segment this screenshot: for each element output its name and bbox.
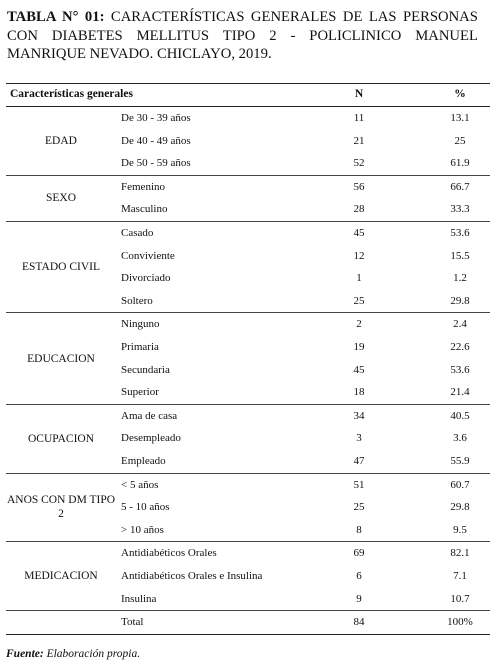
table-number: TABLA N° 01: (7, 8, 105, 25)
percent-cell: 2.4 (453, 318, 467, 331)
table-row (6, 152, 490, 175)
count-cell: 45 (353, 363, 365, 376)
subcategory-label: Femenino (121, 180, 165, 193)
table-row (6, 359, 490, 382)
subcategory-label: > 10 años (121, 523, 164, 536)
percent-cell: 7.1 (453, 569, 467, 582)
subcategory-label: Primaria (121, 340, 159, 353)
table-row (6, 381, 490, 404)
group-estado-civil (6, 222, 490, 313)
subcategory-label: 5 - 10 años (121, 501, 170, 514)
category-label: SEXO (45, 192, 77, 205)
count-cell: 12 (353, 249, 365, 262)
count-cell: 1 (356, 272, 362, 285)
table-row (6, 519, 490, 542)
header-n: N (354, 88, 364, 100)
source-label: Fuente: (6, 648, 44, 660)
total-row (6, 611, 490, 635)
percent-cell: 9.5 (453, 523, 467, 536)
percent-cell: 40.5 (450, 409, 470, 422)
count-cell: 18 (353, 386, 365, 399)
count-cell: 11 (353, 112, 365, 124)
percent-cell: 22.6 (450, 340, 470, 353)
total-label: Total (121, 616, 144, 629)
percent-cell: 53.6 (450, 363, 470, 376)
total-percent: 100% (447, 616, 473, 629)
total-n: 84 (353, 616, 365, 629)
subcategory-label: Soltero (121, 294, 153, 307)
subcategory-label: Antidiabéticos Orales (121, 547, 217, 560)
group-sexo (6, 176, 490, 222)
count-cell: 8 (356, 523, 362, 536)
group-medicacion (6, 542, 490, 611)
subcategory-label: De 50 - 59 años (121, 157, 191, 170)
table-row (6, 107, 490, 130)
count-cell: 56 (353, 180, 365, 193)
table-row (6, 245, 490, 268)
source-note (6, 648, 140, 660)
subcategory-label: Empleado (121, 454, 166, 467)
percent-cell: 55.9 (450, 454, 470, 467)
category-label: EDUCACION (27, 352, 95, 365)
table-title (7, 8, 478, 64)
count-cell: 6 (356, 569, 362, 582)
percent-cell: 82.1 (450, 547, 470, 560)
percent-cell: 60.7 (450, 478, 470, 491)
table-row (6, 198, 490, 221)
subcategory-label: Divorciado (121, 272, 171, 285)
source-text: Elaboración propia. (46, 648, 141, 660)
table-caption: CARACTERÍSTICAS GENERALES DE LAS PERSONAS CON DIABETES MELLITUS TIPO 2 - POLICLINICO MANUEL MANRIQUE NEVADO. CHICLAYO, 2019. (7, 8, 478, 62)
table-row (6, 588, 490, 611)
table-row (6, 130, 490, 153)
percent-cell: 15.5 (450, 249, 470, 262)
count-cell: 25 (353, 501, 365, 514)
subcategory-label: Secundaria (121, 363, 170, 376)
percent-cell: 21.4 (450, 386, 470, 399)
table-header (6, 83, 490, 107)
count-cell: 69 (353, 547, 365, 560)
table-body (6, 107, 490, 611)
percent-cell: 25 (454, 134, 466, 147)
subcategory-label: Antidiabéticos Orales e Insulina (121, 569, 263, 582)
percent-cell: 1.2 (453, 272, 467, 285)
category-label: ANOS CON DM TIPO 2 (6, 494, 116, 521)
characteristics-table (6, 83, 490, 635)
group-educacion (6, 313, 490, 404)
count-cell: 28 (353, 203, 365, 216)
subcategory-label: De 30 - 39 años (121, 112, 191, 124)
table-row (6, 496, 490, 519)
header-characteristics: Características generales (10, 88, 133, 100)
subcategory-label: Superior (121, 386, 159, 399)
category-label: MEDICACION (24, 570, 98, 583)
table-row (6, 427, 490, 450)
percent-cell: 66.7 (450, 180, 470, 193)
subcategory-label: Desempleado (121, 432, 181, 445)
percent-cell: 29.8 (450, 294, 470, 307)
table-row (6, 474, 490, 497)
count-cell: 3 (356, 432, 362, 445)
table-row (6, 290, 490, 313)
subcategory-label: Ama de casa (121, 409, 178, 422)
table-row (6, 565, 490, 588)
subcategory-label: Insulina (121, 592, 157, 605)
count-cell: 19 (353, 340, 365, 353)
count-cell: 47 (353, 454, 365, 467)
table-row (6, 267, 490, 290)
count-cell: 25 (353, 294, 365, 307)
table-row (6, 450, 490, 473)
count-cell: 34 (353, 409, 365, 422)
table-row (6, 176, 490, 199)
subcategory-label: < 5 años (121, 478, 159, 491)
count-cell: 21 (353, 134, 365, 147)
count-cell: 2 (356, 318, 362, 331)
category-label: ESTADO CIVIL (22, 261, 100, 274)
table-row (6, 313, 490, 336)
group-edad (6, 107, 490, 176)
count-cell: 52 (353, 157, 365, 170)
subcategory-label: Masculino (121, 203, 168, 216)
group-anos-con-dm-tipo-2 (6, 474, 490, 543)
subcategory-label: Casado (121, 226, 154, 239)
category-label: EDAD (45, 134, 77, 147)
subcategory-label: Conviviente (121, 249, 175, 262)
header-percent: % (454, 88, 466, 100)
percent-cell: 33.3 (450, 203, 470, 216)
percent-cell: 53.6 (450, 226, 470, 239)
table-row (6, 222, 490, 245)
table-row (6, 542, 490, 565)
subcategory-label: Ninguno (121, 318, 160, 331)
percent-cell: 61.9 (450, 157, 470, 170)
table-row (6, 336, 490, 359)
count-cell: 9 (356, 592, 362, 605)
category-label: OCUPACION (27, 432, 95, 445)
percent-cell: 3.6 (453, 432, 467, 445)
count-cell: 45 (353, 226, 365, 239)
percent-cell: 13.1 (450, 112, 470, 124)
percent-cell: 29.8 (450, 501, 470, 514)
percent-cell: 10.7 (450, 592, 470, 605)
count-cell: 51 (353, 478, 365, 491)
group-ocupacion (6, 405, 490, 474)
subcategory-label: De 40 - 49 años (121, 134, 191, 147)
table-row (6, 405, 490, 428)
